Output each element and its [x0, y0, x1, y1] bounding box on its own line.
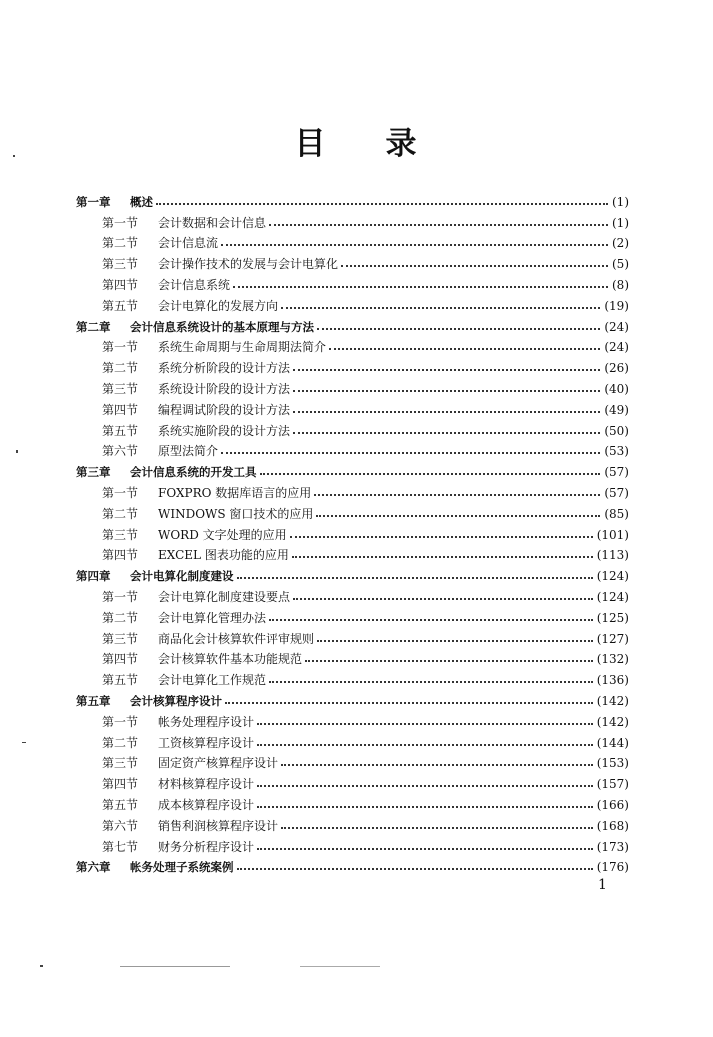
toc-entry-number: 第四节 [102, 277, 139, 292]
dot-leader [257, 722, 593, 725]
toc-entry-title: 帐务处理程序设计 [158, 714, 255, 729]
toc-entry-page: (8) [612, 277, 629, 292]
toc-entry-title: 会计电算化的发展方向 [158, 298, 279, 313]
toc-entry-number: 第六节 [102, 818, 139, 833]
toc-entry-title: 系统设计阶段的设计方法 [158, 381, 291, 396]
scan-speck [40, 965, 43, 967]
toc-entry-page: (176) [596, 860, 629, 875]
toc-section-entry[interactable] [76, 729, 629, 750]
toc-section-entry[interactable] [76, 542, 629, 563]
dot-leader [221, 243, 608, 246]
scan-speck [120, 966, 230, 967]
toc-entry-page: (124) [596, 569, 629, 584]
dot-leader [281, 826, 593, 829]
toc-section-entry[interactable] [76, 396, 629, 417]
toc-section-entry[interactable] [76, 271, 629, 292]
dot-leader [257, 784, 593, 787]
scan-speck [300, 966, 380, 967]
page-title [0, 118, 713, 163]
toc-entry-page: (132) [596, 652, 629, 667]
toc-section-entry[interactable] [76, 354, 629, 375]
toc-entry-title: 会计核算软件基本功能规范 [158, 652, 303, 667]
dot-leader [260, 472, 601, 475]
toc-section-entry[interactable] [76, 250, 629, 271]
toc-entry-number: 第二章 [76, 319, 111, 334]
toc-entry-title: 系统生命周期与生命周期法简介 [158, 340, 327, 355]
toc-entry-title: 会计信息系统的开发工具 [130, 465, 257, 480]
toc-entry-title: 材料核算程序设计 [158, 777, 255, 792]
toc-entry-number: 第一节 [102, 714, 139, 729]
toc-section-entry[interactable] [76, 583, 629, 604]
toc-entry-page: (136) [596, 673, 629, 688]
toc-section-entry[interactable] [76, 666, 629, 687]
toc-entry-title: 商品化会计核算软件评审规则 [158, 631, 315, 646]
dot-leader [156, 202, 608, 205]
toc-section-entry[interactable] [76, 812, 629, 833]
toc-entry-title: 会计电算化制度建设 [130, 569, 234, 584]
dot-leader [329, 347, 600, 350]
dot-leader [293, 368, 600, 371]
dot-leader [314, 493, 600, 496]
dot-leader [257, 847, 593, 850]
dot-leader [293, 431, 600, 434]
toc-entry-page: (53) [604, 444, 629, 459]
toc-entry-number: 第五节 [102, 423, 139, 438]
title-char-1: 目 [294, 126, 328, 162]
toc-chapter-entry[interactable] [76, 458, 629, 479]
dot-leader [269, 618, 593, 621]
toc-entry-page: (142) [596, 693, 629, 708]
toc-entry-page: (24) [604, 340, 629, 355]
dot-leader [257, 805, 593, 808]
toc-entry-page: (144) [596, 735, 629, 750]
toc-entry-number: 第四章 [76, 569, 111, 584]
toc-entry-page: (5) [612, 257, 629, 272]
toc-entry-number: 第一节 [102, 485, 139, 500]
scan-speck [16, 450, 18, 453]
dot-leader [281, 306, 600, 309]
toc-chapter-entry[interactable] [76, 854, 629, 875]
toc-entry-title: 财务分析程序设计 [158, 839, 255, 854]
toc-entry-page: (1) [612, 194, 629, 209]
toc-entry-page: (168) [596, 818, 629, 833]
toc-section-entry[interactable] [76, 791, 629, 812]
toc-entry-number: 第二节 [102, 236, 139, 251]
dot-leader [269, 680, 593, 683]
toc-section-entry[interactable] [76, 604, 629, 625]
toc-entry-page: (57) [604, 465, 629, 480]
toc-section-entry[interactable] [76, 292, 629, 313]
toc-entry-page: (173) [596, 839, 629, 854]
toc-entry-title: 会计电算化工作规范 [158, 673, 267, 688]
dot-leader [293, 389, 600, 392]
toc-entry-title: 帐务处理子系统案例 [130, 860, 234, 875]
dot-leader [293, 597, 593, 600]
toc-entry-page: (19) [604, 298, 629, 313]
toc-entry-page: (2) [612, 236, 629, 251]
toc-entry-number: 第六章 [76, 860, 111, 875]
toc-entry-title: 会计数据和会计信息 [158, 215, 267, 230]
toc-entry-title: FOXPRO 数据库语言的应用 [158, 485, 312, 500]
dot-leader [292, 555, 593, 558]
dot-leader [316, 514, 600, 517]
dot-leader [233, 285, 608, 288]
toc-entry-page: (124) [596, 589, 629, 604]
toc-entry-title: 编程调试阶段的设计方法 [158, 402, 291, 417]
toc-entry-page: (157) [596, 777, 629, 792]
toc-entry-number: 第二节 [102, 506, 139, 521]
toc-entry-title: EXCEL 图表功能的应用 [158, 548, 289, 563]
toc-entry-page: (153) [596, 756, 629, 771]
toc-entry-number: 第二节 [102, 735, 139, 750]
scan-speck [22, 742, 26, 743]
toc-entry-number: 第四节 [102, 548, 139, 563]
toc-entry-title: WORD 文字处理的应用 [158, 527, 287, 542]
toc-entry-number: 第一节 [102, 340, 139, 355]
toc-entry-page: (85) [604, 506, 629, 521]
toc-entry-title: 系统实施阶段的设计方法 [158, 423, 291, 438]
toc-chapter-entry[interactable] [76, 313, 629, 334]
scan-speck [13, 155, 15, 157]
dot-leader [225, 701, 593, 704]
toc-entry-number: 第四节 [102, 652, 139, 667]
toc-entry-number: 第四节 [102, 402, 139, 417]
toc-section-entry[interactable] [76, 230, 629, 251]
toc-entry-page: (49) [604, 402, 629, 417]
toc-entry-number: 第二节 [102, 610, 139, 625]
toc-entry-number: 第六节 [102, 444, 139, 459]
toc-entry-number: 第五节 [102, 298, 139, 313]
toc-entry-number: 第五章 [76, 693, 111, 708]
toc-entry-number: 第一节 [102, 215, 139, 230]
toc-entry-title: 会计电算化制度建设要点 [158, 589, 291, 604]
toc-entry-page: (50) [604, 423, 629, 438]
toc-section-entry[interactable] [76, 438, 629, 459]
toc-section-entry[interactable] [76, 770, 629, 791]
toc-section-entry[interactable] [76, 500, 629, 521]
toc-section-entry[interactable] [76, 375, 629, 396]
toc-entry-title: 系统分析阶段的设计方法 [158, 361, 291, 376]
toc-section-entry[interactable] [76, 646, 629, 667]
toc-section-entry[interactable] [76, 625, 629, 646]
toc-entry-number: 第一章 [76, 194, 111, 209]
toc-chapter-entry[interactable] [76, 188, 629, 209]
toc-entry-page: (125) [596, 610, 629, 625]
toc-entry-title: WINDOWS 窗口技术的应用 [158, 506, 314, 521]
toc-entry-number: 第三节 [102, 527, 139, 542]
dot-leader [257, 743, 593, 746]
toc-entry-number: 第四节 [102, 777, 139, 792]
dot-leader [317, 639, 593, 642]
dot-leader [317, 327, 600, 330]
toc-entry-title: 固定资产核算程序设计 [158, 756, 279, 771]
page-number: 1 [598, 877, 607, 893]
toc-entry-number: 第三节 [102, 381, 139, 396]
toc-entry-page: (127) [596, 631, 629, 646]
toc-entry-number: 第三节 [102, 257, 139, 272]
dot-leader [305, 659, 593, 662]
toc-entry-page: (1) [612, 215, 629, 230]
dot-leader [269, 223, 608, 226]
title-char-2: 录 [385, 126, 419, 162]
toc-entry-title: 会计信息流 [158, 236, 219, 251]
toc-entry-number: 第三节 [102, 756, 139, 771]
toc-section-entry[interactable] [76, 334, 629, 355]
toc-entry-title: 会计信息系统设计的基本原理与方法 [130, 319, 314, 334]
toc-entry-page: (166) [596, 797, 629, 812]
dot-leader [281, 763, 593, 766]
toc-entry-number: 第七节 [102, 839, 139, 854]
dot-leader [341, 264, 608, 267]
toc-entry-title: 会计电算化管理办法 [158, 610, 267, 625]
toc-section-entry[interactable] [76, 708, 629, 729]
dot-leader [293, 410, 600, 413]
toc-entry-page: (57) [604, 485, 629, 500]
toc-entry-number: 第三节 [102, 631, 139, 646]
toc-entry-page: (113) [596, 548, 629, 563]
toc-entry-page: (101) [596, 527, 629, 542]
toc-entry-title: 工资核算程序设计 [158, 735, 255, 750]
dot-leader [237, 867, 593, 870]
toc-entry-number: 第五节 [102, 673, 139, 688]
toc-entry-page: (142) [596, 714, 629, 729]
toc-entry-title: 会计信息系统 [158, 277, 231, 292]
toc-entry-page: (26) [604, 361, 629, 376]
toc-entry-title: 概述 [130, 194, 153, 209]
dot-leader [237, 576, 593, 579]
toc-entry-number: 第二节 [102, 361, 139, 376]
toc-chapter-entry[interactable] [76, 687, 629, 708]
toc-entry-number: 第一节 [102, 589, 139, 604]
toc-section-entry[interactable] [76, 521, 629, 542]
toc-entry-page: (40) [604, 381, 629, 396]
toc-section-entry[interactable] [76, 479, 629, 500]
toc-entry-title: 会计核算程序设计 [130, 693, 222, 708]
toc-section-entry[interactable] [76, 750, 629, 771]
toc-section-entry[interactable] [76, 209, 629, 230]
toc-chapter-entry[interactable] [76, 562, 629, 583]
toc-entry-title: 成本核算程序设计 [158, 797, 255, 812]
toc-entry-number: 第三章 [76, 465, 111, 480]
table-of-contents [76, 188, 629, 874]
toc-entry-number: 第五节 [102, 797, 139, 812]
toc-section-entry[interactable] [76, 833, 629, 854]
toc-entry-page: (24) [604, 319, 629, 334]
dot-leader [290, 535, 593, 538]
dot-leader [221, 451, 600, 454]
toc-entry-title: 销售利润核算程序设计 [158, 818, 279, 833]
toc-entry-title: 会计操作技术的发展与会计电算化 [158, 257, 339, 272]
toc-entry-title: 原型法简介 [158, 444, 219, 459]
toc-section-entry[interactable] [76, 417, 629, 438]
